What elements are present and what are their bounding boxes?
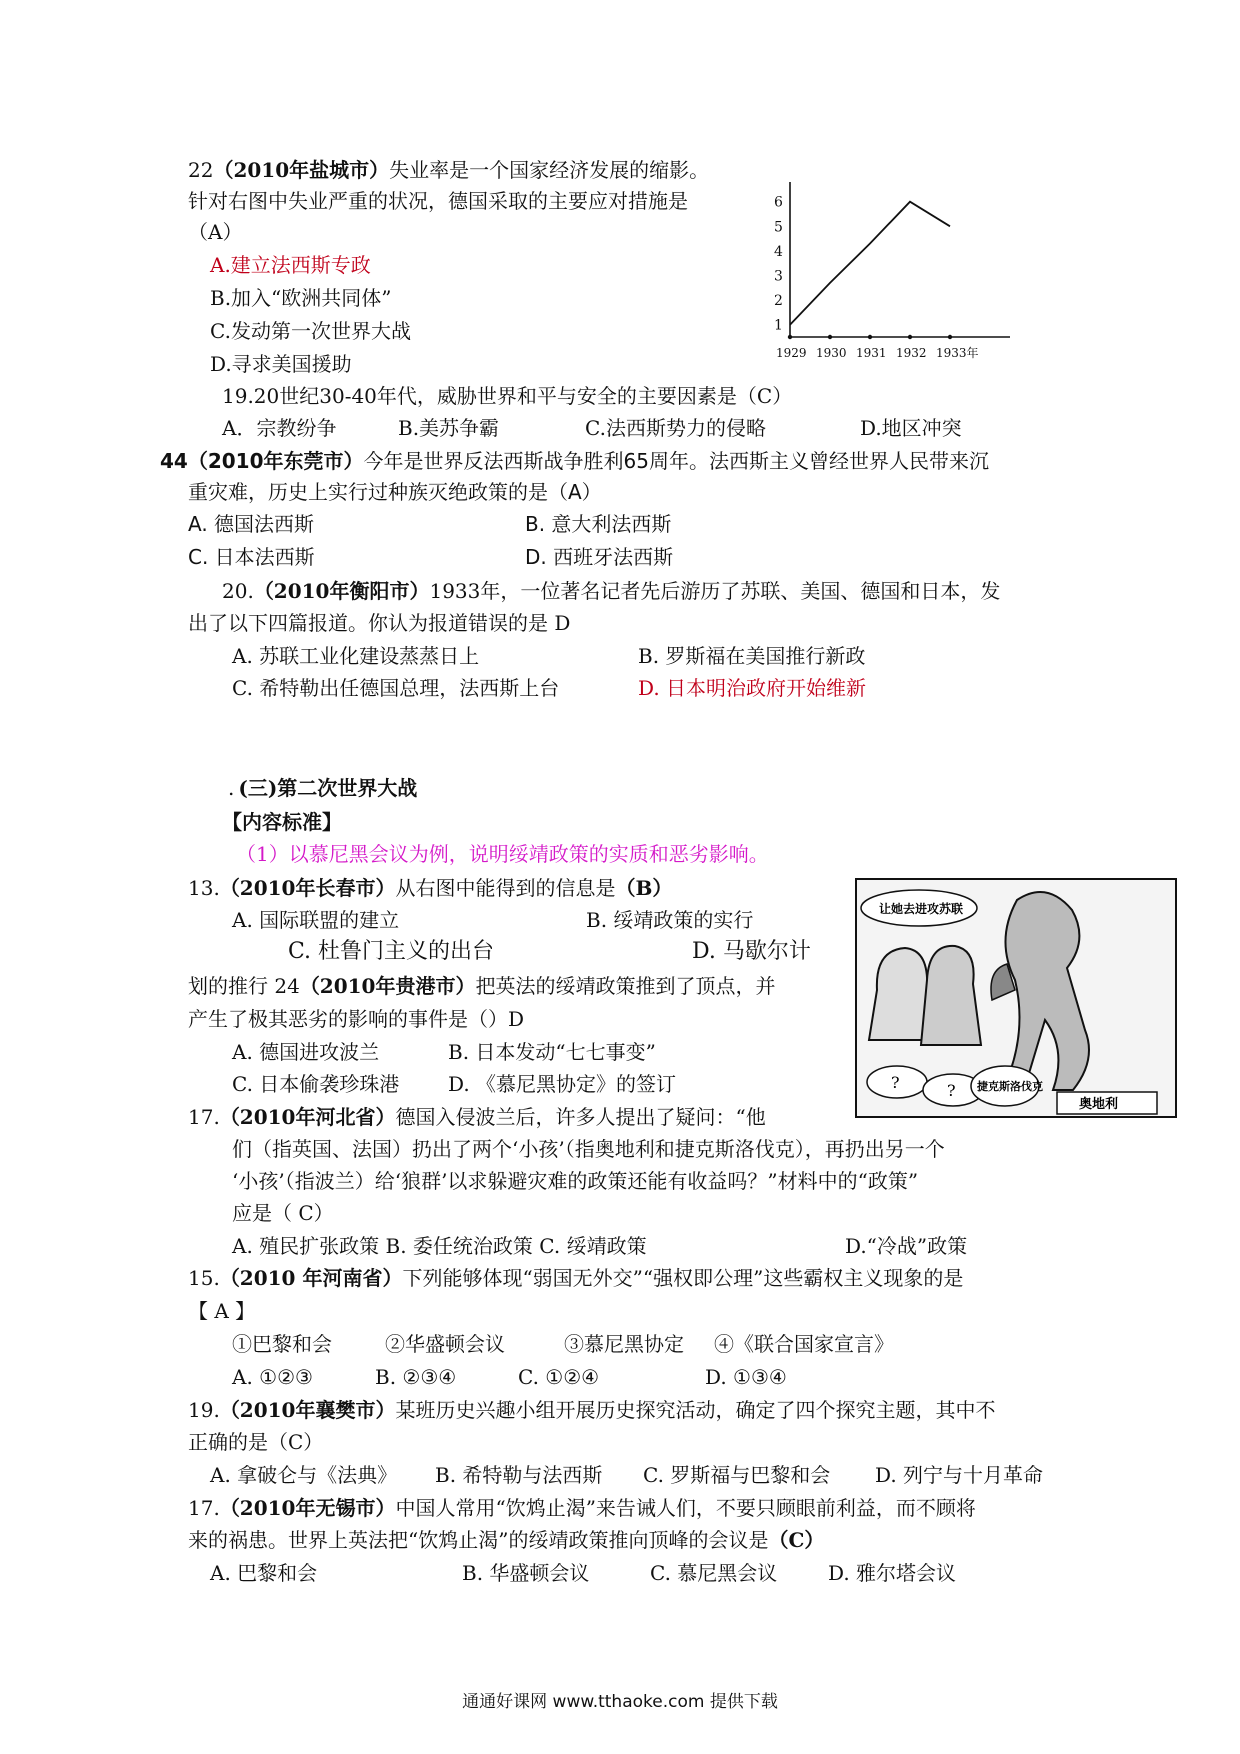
cartoon-question-mark-1: ? [891, 1073, 900, 1092]
cartoon-giant-figure [1005, 892, 1089, 1090]
q22-line1: 22（2010年盐城市）失业率是一个国家经济发展的缩影。 [188, 158, 710, 182]
q19b-line2: 正确的是（C） [188, 1430, 324, 1454]
q17b-option-c: C. 慕尼黑会议 [650, 1561, 778, 1585]
q17b-line2: 来的祸患。世界上英法把“饮鸩止渴”的绥靖政策推向顶峰的会议是（C） [188, 1528, 825, 1552]
chart-x-tick-mark [948, 335, 952, 339]
cartoon-base-label: 奥地利 [1079, 1097, 1119, 1112]
q20-option-a: A. 苏联工业化建设蒸蒸日上 [232, 644, 480, 668]
q15-answer: 【 A 】 [188, 1299, 256, 1323]
section-title: . (三)第二次世界大战 [228, 776, 418, 800]
q44-line1: 44（2010年东莞市）今年是世界反法西斯战争胜利65周年。法西斯主义曾经世界人民带来沉 [160, 449, 989, 473]
q24-line2: 产生了极其恶劣的影响的事件是（）D [188, 1007, 525, 1031]
q13-stem: 13.（2010年长春市）从右图中能得到的信息是（B） [188, 876, 673, 900]
q19a-option-c: C.法西斯势力的侵略 [585, 416, 766, 440]
q22-option-b: B.加入“欧洲共同体” [210, 286, 392, 310]
q15-option-a: A. ①②③ [232, 1365, 313, 1389]
q20-option-c: C. 希特勒出任德国总理，法西斯上台 [232, 676, 560, 700]
q22-option-a: A.建立法西斯专政 [210, 253, 371, 277]
q44-line2: 重灾难，历史上实行过种族灭绝政策的是（A） [188, 480, 602, 504]
chart-x-tick-label: 1932 [896, 346, 927, 360]
q13-option-b: B. 绥靖政策的实行 [586, 908, 754, 932]
q17a-options-abc: A. 殖民扩张政策 B. 委任统治政策 C. 绥靖政策 [232, 1234, 647, 1258]
chart-y-tick-label: 1 [774, 317, 783, 334]
chart-x-tick-mark [868, 335, 872, 339]
chart-x-tick-mark [788, 335, 792, 339]
q19b-option-b: B. 希特勒与法西斯 [435, 1463, 603, 1487]
q17a-line4: 应是（ C） [232, 1201, 334, 1225]
q22-line2: 针对右图中失业严重的状况，德国采取的主要应对措施是 [188, 189, 688, 213]
q17a-line2: 们（指英国、法国）扔出了两个‘小孩’（指奥地利和捷克斯洛伐克），再扔出另一个 [232, 1137, 945, 1161]
q13-option-a: A. 国际联盟的建立 [232, 908, 400, 932]
q15-item-1: ①巴黎和会 [232, 1332, 332, 1356]
content-standard-heading: 【内容标准】 [222, 810, 342, 834]
appeasement-cartoon [855, 878, 1177, 1118]
q17a-option-d: D.“冷战”政策 [845, 1234, 968, 1258]
q44-option-c: C. 日本法西斯 [188, 545, 315, 569]
chart-y-tick-label: 3 [774, 268, 783, 285]
cartoon-bubble-text: 让她去进攻苏联 [879, 902, 964, 916]
q17b-option-b: B. 华盛顿会议 [462, 1561, 590, 1585]
q19b-line1: 19.（2010年襄樊市）某班历史兴趣小组开展历史探究活动，确定了四个探究主题，其中不 [188, 1398, 996, 1422]
chart-series-line [790, 202, 950, 325]
cartoon-statesman-right [921, 946, 981, 1045]
q22-option-c: C.发动第一次世界大战 [210, 319, 411, 343]
q20-option-d: D. 日本明治政府开始维新 [638, 676, 867, 700]
chart-x-tick-label: 1933年 [936, 346, 979, 360]
q24-option-a: A. 德国进攻波兰 [232, 1040, 380, 1064]
q24-option-b: B. 日本发动“七七事变” [448, 1040, 656, 1064]
q24-option-d: D. 《慕尼黑协定》的签订 [448, 1072, 677, 1096]
q44-option-b: B. 意大利法西斯 [525, 512, 672, 536]
page-footer: 通通好课网 www.tthaoke.com 提供下载 [462, 1692, 778, 1712]
q20-line2: 出了以下四篇报道。你认为报道错误的是 D [188, 611, 571, 635]
q44-option-a: A. 德国法西斯 [188, 512, 315, 536]
q17a-line3: ‘小孩’（指波兰）给‘狼群’以求躲避灾难的政策还能有收益吗？”材料中的“政策” [232, 1169, 919, 1193]
q15-option-d: D. ①③④ [705, 1365, 787, 1389]
q19a-option-b: B.美苏争霸 [398, 416, 500, 440]
q19a-stem: 19.20世纪30-40年代，威胁世界和平与安全的主要因素是（C） [222, 384, 793, 408]
q20-option-b: B. 罗斯福在美国推行新政 [638, 644, 866, 668]
chart-x-tick-label: 1930 [816, 346, 847, 360]
q44-option-d: D. 西班牙法西斯 [525, 545, 674, 569]
q20-line1: 20.（2010年衡阳市）1933年，一位著名记者先后游历了苏联、美国、德国和日本，发 [222, 579, 1001, 603]
chart-y-tick-label: 2 [774, 293, 783, 310]
chart-x-tick-mark [908, 335, 912, 339]
q15-option-c: C. ①②④ [518, 1365, 600, 1389]
chart-y-tick-label: 6 [774, 194, 783, 211]
q24-line1: 划的推行 24（2010年贵港市）把英法的绥靖政策推到了顶点，并 [188, 974, 776, 998]
q17a-line1: 17.（2010年河北省）德国入侵波兰后，许多人提出了疑问：“他 [188, 1105, 766, 1129]
q13-option-c: C. 杜鲁门主义的出台 [288, 939, 495, 964]
q17b-line1: 17.（2010年无锡市）中国人常用“饮鸩止渴”来告诫人们，不要只顾眼前利益，而不顾将 [188, 1496, 976, 1520]
cartoon-question-mark-2: ? [947, 1081, 956, 1100]
q13-option-d: D. 马歇尔计 [692, 939, 811, 964]
chart-y-tick-label: 5 [774, 219, 783, 236]
q15-item-2: ②华盛顿会议 [385, 1332, 505, 1356]
q19b-option-c: C. 罗斯福与巴黎和会 [643, 1463, 831, 1487]
q19b-option-a: A. 拿破仑与《法典》 [210, 1463, 398, 1487]
q19b-option-d: D. 列宁与十月革命 [875, 1463, 1044, 1487]
chart-x-tick-label: 1929 [776, 346, 807, 360]
chart-y-tick-label: 4 [774, 243, 783, 260]
chart-x-tick-label: 1931 [856, 346, 887, 360]
q19a-option-a: A．宗教纷争 [222, 416, 337, 440]
q22-answer: （A） [188, 220, 243, 244]
unemployment-line-chart [760, 172, 1020, 362]
q15-item-3: ③慕尼黑协定 [564, 1332, 684, 1356]
chart-x-tick-mark [828, 335, 832, 339]
q24-option-c: C. 日本偷袭珍珠港 [232, 1072, 400, 1096]
q19a-option-d: D.地区冲突 [860, 416, 962, 440]
q15-item-4: ④《联合国家宣言》 [714, 1332, 894, 1356]
q15-option-b: B. ②③④ [375, 1365, 457, 1389]
q22-option-d: D.寻求美国援助 [210, 352, 352, 376]
q17b-option-a: A. 巴黎和会 [210, 1561, 318, 1585]
q15-line1: 15.（2010 年河南省）下列能够体现“弱国无外交”“强权即公理”这些霸权主义现象的是 [188, 1266, 964, 1290]
cartoon-leg-label: 捷克斯洛伐克 [977, 1080, 1043, 1093]
q17b-option-d: D. 雅尔塔会议 [828, 1561, 957, 1585]
content-standard-item: （1）以慕尼黑会议为例，说明绥靖政策的实质和恶劣影响。 [236, 842, 769, 866]
